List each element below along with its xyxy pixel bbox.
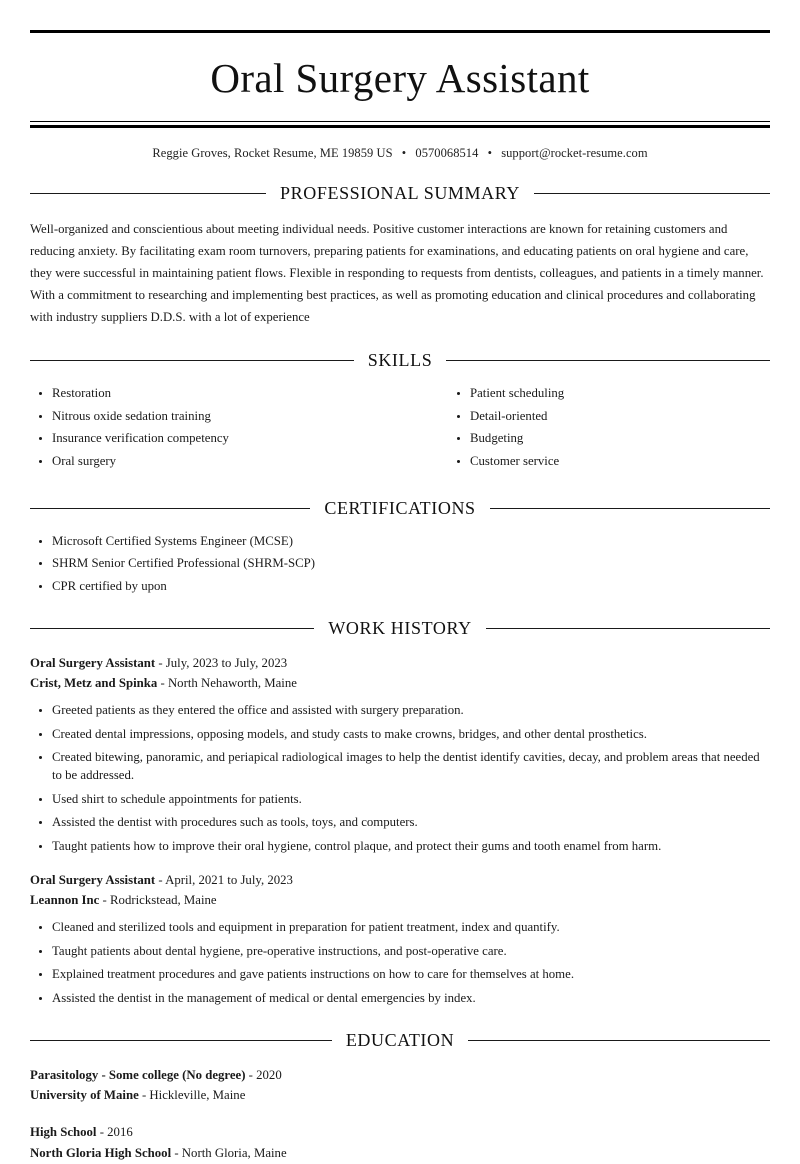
section-rule-right [486, 628, 770, 629]
section-rule-left [30, 508, 310, 509]
list-item: Assisted the dentist in the management of medical or dental emergencies by index. [30, 990, 770, 1008]
list-item: Cleaned and sterilized tools and equipment in preparation for patient treatment, index and quantify. [30, 919, 770, 937]
list-item: Budgeting [448, 430, 770, 448]
section-heading-label: PROFESSIONAL SUMMARY [280, 183, 520, 203]
job-company-line [30, 890, 770, 910]
job-title-line [30, 653, 770, 673]
section-rule-right [446, 360, 770, 361]
list-item: Explained treatment procedures and gave patients instructions on how to care for themselves at home. [30, 966, 770, 984]
job-company: Crist, Metz and Spinka [30, 675, 158, 690]
job-title: Oral Surgery Assistant [30, 872, 156, 887]
list-item: Taught patients how to improve their oral hygiene, control plaque, and protect their gums and tooth enamel from harm. [30, 838, 770, 856]
education-degree: Parasitology - Some college (No degree) [30, 1067, 246, 1082]
job-company-line [30, 673, 770, 693]
section-work-history [30, 618, 770, 1008]
section-heading-label: CERTIFICATIONS [324, 497, 476, 518]
education-entry [30, 1065, 770, 1106]
list-item: Insurance verification competency [30, 430, 400, 448]
contact-phone[interactable]: 0570068514 [415, 146, 479, 160]
section-heading-education [30, 1030, 770, 1051]
list-item: Used shirt to schedule appointments for patients. [30, 791, 770, 809]
section-heading-label: SKILLS [367, 350, 433, 370]
list-item: Nitrous oxide sedation training [30, 408, 400, 426]
contact-separator-2: • [487, 146, 493, 160]
resume-page [0, 30, 800, 1160]
list-item: Patient scheduling [448, 385, 770, 403]
job-location: - North Nehaworth, Maine [157, 675, 297, 690]
list-item: SHRM Senior Certified Professional (SHRM-SCP) [30, 555, 770, 573]
section-certifications [30, 498, 770, 596]
header-top-rule [30, 30, 770, 33]
job-title: Oral Surgery Assistant [30, 655, 156, 670]
list-item: Created dental impressions, opposing models, and study casts to make crowns, bridges, and other dental prosthetics. [30, 726, 770, 744]
section-heading-skills [30, 350, 770, 371]
job-bullets [30, 919, 770, 1008]
section-skills [30, 350, 770, 476]
education-school: University of Maine [30, 1088, 139, 1103]
education-degree: High School [30, 1125, 97, 1140]
section-heading-label: EDUCATION [345, 1029, 455, 1050]
section-rule-right [490, 508, 770, 509]
certifications-list [30, 533, 770, 596]
list-item: Created bitewing, panoramic, and periapical radiological images to help the dentist identify cavities, decay, and problem areas that needed to be addressed. [30, 749, 770, 784]
job-bullets [30, 702, 770, 856]
header-bottom-rule [30, 121, 770, 128]
education-degree-line [30, 1122, 770, 1143]
job-company: Leannon Inc [30, 892, 100, 907]
header-bottom-rule-thick [30, 125, 770, 128]
job-title-line [30, 870, 770, 890]
education-school-line [30, 1085, 770, 1106]
work-history-entry [30, 870, 770, 1008]
resume-header [30, 30, 770, 161]
section-heading-work-history [30, 618, 770, 639]
section-heading-certifications [30, 498, 770, 519]
list-item: CPR certified by upon [30, 578, 770, 596]
section-rule-right [534, 193, 770, 194]
contact-line [30, 146, 770, 161]
education-entries [30, 1065, 770, 1164]
contact-email[interactable]: support@rocket-resume.com [501, 146, 648, 160]
section-rule-left [30, 193, 266, 194]
section-rule-left [30, 628, 314, 629]
education-year: - 2016 [96, 1125, 133, 1140]
list-item: Assisted the dentist with procedures such as tools, toys, and computers. [30, 814, 770, 832]
work-history-entries [30, 653, 770, 1008]
list-item: Customer service [448, 453, 770, 471]
list-item: Restoration [30, 385, 400, 403]
list-item: Microsoft Certified Systems Engineer (MCSE) [30, 533, 770, 551]
section-heading-professional-summary [30, 183, 770, 204]
education-location: - Hickleville, Maine [138, 1088, 246, 1103]
education-location: - North Gloria, Maine [171, 1145, 287, 1160]
section-heading-label: WORK HISTORY [328, 617, 472, 638]
job-dates: - July, 2023 to July, 2023 [155, 655, 288, 670]
job-dates: - April, 2021 to July, 2023 [155, 872, 293, 887]
summary-paragraph: Well-organized and conscientious about meeting individual needs. Positive customer interactions are known for retaining customers and reducing anxiety. By facilitating exam room turnovers, preparing patients for examinations, and educating patients on oral hygiene and care, they were successful in maintaining patient flows. Flexible in responding to requests from dentists, colleagues, and patients in a timely manner. With a commitment to researching and implementing best practices, as well as promoting education and clinical procedures and collaborating with industry suppliers D.D.S. with a lot of experience [30, 222, 764, 324]
section-rule-right [468, 1040, 770, 1041]
education-school-line [30, 1143, 770, 1164]
education-school: North Gloria High School [30, 1145, 172, 1160]
section-rule-left [30, 360, 354, 361]
section-rule-left [30, 1040, 332, 1041]
section-professional-summary [30, 183, 770, 328]
list-item: Taught patients about dental hygiene, pre-operative instructions, and post-operative care. [30, 943, 770, 961]
contact-name-address: Reggie Groves, Rocket Resume, ME 19859 US [152, 146, 393, 160]
education-degree-line [30, 1065, 770, 1086]
contact-separator-1: • [401, 146, 407, 160]
education-year: - 2020 [245, 1067, 282, 1082]
education-entry [30, 1122, 770, 1163]
skills-columns [30, 385, 770, 476]
list-item: Greeted patients as they entered the office and assisted with surgery preparation. [30, 702, 770, 720]
skills-list-left [30, 385, 400, 476]
work-history-entry [30, 653, 770, 856]
page-title: Oral Surgery Assistant [210, 55, 590, 101]
section-education [30, 1030, 770, 1164]
list-item: Detail-oriented [448, 408, 770, 426]
job-location: - Rodrickstead, Maine [99, 892, 217, 907]
skills-list-right [400, 385, 770, 476]
list-item: Oral surgery [30, 453, 400, 471]
